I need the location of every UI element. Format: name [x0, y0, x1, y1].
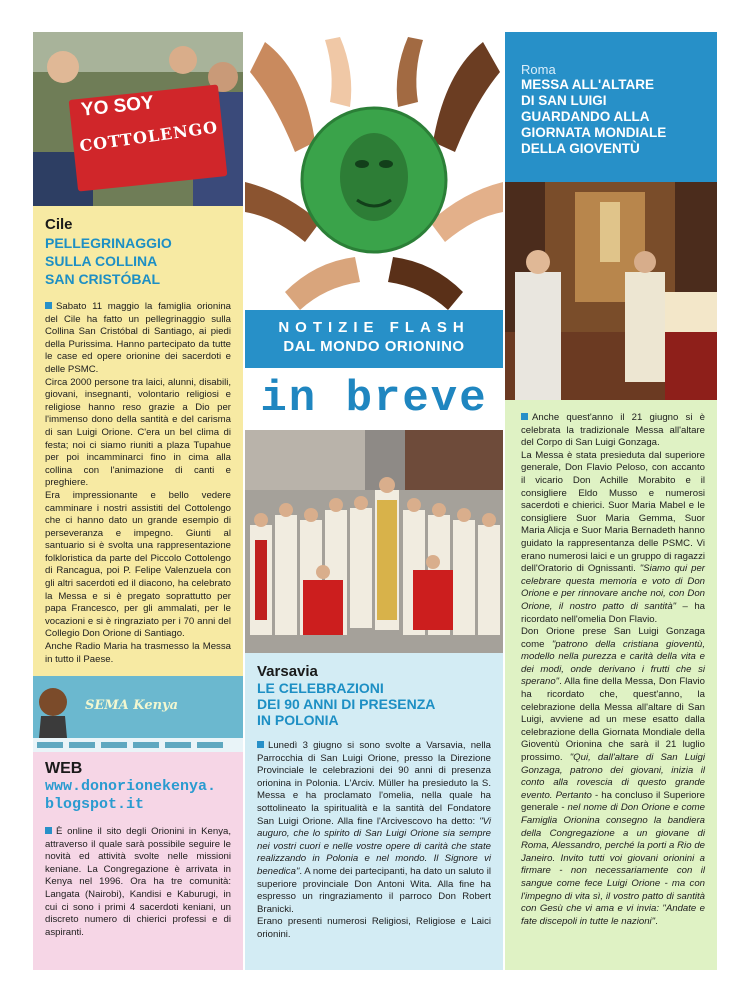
yo-soy-sign-line2: COTTOLENGO — [78, 117, 220, 156]
roma-quote-2: "patrono della cristiana gioventù, modello nella purezza e carità della vita e dei modi, onde derivano i frutti che si sperano" — [521, 638, 705, 688]
roma-paragraph-3c: - ha concluso il Superiore generale - — [521, 789, 706, 814]
chile-headline-line2: SULLA COLLINA — [45, 253, 158, 269]
web-kicker: WEB — [45, 760, 83, 777]
roma-headline-line5: DELLA GIOVENTÙ — [521, 141, 640, 156]
roma-paragraph-2b: – ha ricordato nell'omelia Don Flavio. — [521, 600, 705, 625]
warsaw-article — [245, 653, 503, 970]
chile-pilgrimage-photo — [33, 32, 243, 206]
roma-paragraph-3b: . Alla fine della Messa, Don Flavio ha ricordato che, quest'anno, la celebrazione della Messa all'altare di San Luigi, avviene ad un mese esatto dalla celebrazione della Giornata Mondiale della Gioventù Orionina che sarà il 21 luglio prossimo. — [521, 676, 705, 764]
web-paragraph-1: È online il sito degli Orionini in Kenya, attraverso il quale sarà possibile seguire le novità ed attività svolte nelle missioni keniane. La Congregazione è arrivata in Kenya nel 1996. Ora ha tre comunità: Langata (Nairobi), Kandisi e Kaburugi, in cui ci sono i primi 4 sacerdoti keniani, un discreto numero di chierici professi e di aspiranti. — [45, 826, 231, 938]
warsaw-quote: "Vi auguro, che lo spirito di San Luigi Orione sia sempre nei vostri cuori e nelle vostre opere di carità che state realizzando in Polonia e nel mondo. Il Signore vi benedica" — [257, 815, 491, 877]
roma-headline-line1: MESSA ALL'ALTARE — [521, 77, 654, 92]
chile-body — [45, 301, 231, 666]
chile-article — [33, 206, 243, 676]
warsaw-body — [257, 740, 491, 942]
web-url-line2[interactable]: blogspot.it — [45, 796, 145, 813]
web-body — [45, 826, 231, 939]
bullet-square-icon — [521, 413, 528, 420]
bullet-square-icon — [257, 741, 264, 748]
roma-quote-3: "Qui, dall'altare di San Luigi Gonzaga, patrono dei giovani, inizia il conto alla rovescia di questo grande evento. Pertanto — [521, 752, 706, 801]
flash-title-line1: NOTIZIE FLASH — [278, 319, 470, 336]
chile-paragraph-1: Sabato 11 maggio la famiglia orionina del Cile ha fatto un pellegrinaggio sulla Collina San Cristóbal di Santiago, ai piedi della Purissima. Hanno partecipato da tutte le case ed opere orionine dei sacerdoti e delle PSMC. — [45, 301, 231, 375]
warsaw-headline-line3: IN POLONIA — [257, 712, 339, 728]
warsaw-paragraph-1b: . A nome dei partecipanti, ha dato un saluto il superiore provinciale Don Antoni Wita. Alla fine ha espresso un ringraziamento il parroco Don Robert Branicki. — [257, 865, 491, 915]
notizie-flash-banner — [245, 310, 503, 368]
roma-paragraph-1: Anche quest'anno il 21 giugno si è celebrata la tradizionale Messa all'altare del Corpo di San Luigi Gonzaga. — [521, 412, 705, 449]
yo-soy-sign-line1: YO SOY — [80, 92, 155, 121]
warsaw-celebration-photo — [245, 430, 503, 653]
roma-headline-line4: GIORNATA MONDIALE — [521, 125, 667, 140]
roma-quote-1: "Siamo qui per celebrare questa memoria e voto di Don Orione e per rinnovare anche noi, con Don Orione, il nostro patto di santità" — [521, 563, 705, 612]
roma-paragraph-2: La Messa è stata presieduta dal superiore generale, Don Flavio Peloso, con accanto il vicario Don Achille Morabito e il consigliere Eldo Musso e numerosi sacerdoti e chierici. Suor Maria Mabel e le consigliere Suor Maria Gemma, Suor Maria Alicja e Suor Maria Bernadeth hanno guidato la rappresentanza delle PSMC. Vi erano numerosi laici e un gruppo di ragazzi dell'Oratorio di Ognissanti. — [521, 449, 705, 575]
roma-heading-panel — [505, 32, 717, 182]
warsaw-headline-line2: DEI 90 ANNI DI PRESENZA — [257, 696, 436, 712]
roma-headline-line2: DI SAN LUIGI — [521, 93, 607, 108]
in-breve-heading — [245, 368, 503, 430]
chile-headline-line1: PELLEGRINAGGIO — [45, 235, 172, 251]
roma-paragraph-3a: Don Orione prese San Luigi Gonzaga come — [521, 626, 705, 650]
roma-article — [505, 400, 717, 970]
bullet-square-icon — [45, 827, 52, 834]
warsaw-paragraph-2: Erano presenti numerosi Religiosi, Religiose e Laici orionini. — [257, 916, 491, 940]
web-url-line1[interactable]: www.donorionekenya. — [45, 778, 217, 795]
hands-globe-illustration — [245, 32, 503, 310]
roma-paragraph-3d: . — [655, 915, 658, 927]
chile-paragraph-2: Circa 2000 persone tra laici, alunni, disabili, giovani, insegnanti, volontario religiosi e religiose hanno reso grazie a Dio per l'immenso dono della santità e del carisma di san Luigi Orione. C'era un bel clima di festa; noi ci siamo riuniti a plaza Tupahue per poi incamminarci fino in cima alla collina con l'animazione di canti e preghiere. — [45, 376, 231, 489]
chile-kicker: Cile — [45, 216, 73, 233]
roma-mass-photo — [505, 182, 717, 400]
flash-title-line2: DAL MONDO ORIONINO — [283, 338, 465, 355]
roma-kicker: Roma — [521, 62, 556, 77]
roma-headline-line3: GUARDANDO ALLA — [521, 109, 650, 124]
chile-headline-line3: SAN CRISTÓBAL — [45, 271, 161, 287]
roma-quote-4: nel nome di Don Orione e come Famiglia Orionina consegno la bandiera della Congregazione a un giovane di Roma, Alessandro, perché la porti a Rio de Janeiro. Invito tutti voi giovani orionini a firmare - non necessariamente con il sangue come fece Luigi Orione - ma con l'impegno di vita sì, il vostro patto di santità con Gesù che vi ama e vi invia: "Andate e fate discepoli in tutte le nazioni" — [521, 802, 706, 927]
warsaw-kicker: Varsavia — [257, 663, 318, 680]
in-breve-title: in breve — [260, 374, 488, 424]
roma-body — [521, 412, 705, 928]
chile-paragraph-3: Era impressionante e bello vedere camminare i nostri assistiti del Cottolengo che ci hanno dato un grande esempio di perseveranza e impegno. Giunti al santuario si è svolta una rappresentazione folkloristica da parte del Piccolo Cottolengo di Rancagua, poi P. Felipe Valenzuela con gli altri sacerdoti ed il diacono, ha celebrato la Messa e si è pregato soprattutto per papa Francesco, per gli ammalati, per le vocazioni e si è ringraziato per i 70 anni del Collegio Don Orione di Santiago. — [45, 489, 231, 640]
sema-kenya-title: SEMA Kenya — [85, 698, 179, 713]
warsaw-headline-line1: LE CELEBRAZIONI — [257, 680, 384, 696]
warsaw-paragraph-1a: Lunedì 3 giugno si sono svolte a Varsavia, nella Parrocchia di San Luigi Orione, presso la Direzione Provinciale le celebrazioni dei 90 anni di presenza orionina in Polonia. L'Arciv. Müller ha presieduto la S. Messa e ha proclamato l'omelia, nella quale ha sottolineato la spiritualità e la santità del Fondatore San Luigi Orione. Alla fine l'Arcivescovo ha detto: — [257, 740, 491, 827]
chile-paragraph-4: Anche Radio Maria ha trasmesso la Messa in tutto il Paese. — [45, 641, 231, 665]
sema-kenya-website-banner — [33, 676, 243, 752]
web-article — [33, 752, 243, 970]
bullet-square-icon — [45, 302, 52, 309]
